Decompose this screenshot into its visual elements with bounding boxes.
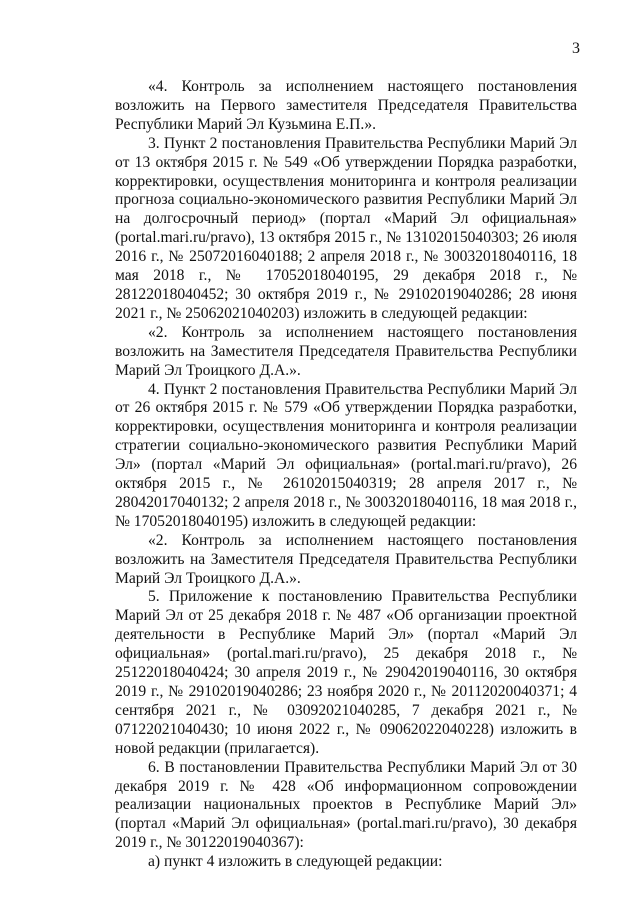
paragraph-quote-item-2-second: «2. Контроль за исполнением настоящего постановления возложить на Заместителя Председателя Правительства Республики Марий Эл Троицкого Д.А.». <box>115 531 577 587</box>
paragraph-item-6: 6. В постановлении Правительства Республики Марий Эл от 30 декабря 2019 г. № 428 «Об информационном сопровождении реализации национальных проектов в Республике Марий Эл» (портал «Марий Эл официальная» (portal.mari.ru/pravo), 30 декабря 2019 г., № 30122019040367): <box>115 758 577 852</box>
paragraph-quote-item-2: «2. Контроль за исполнением настоящего постановления возложить на Заместителя Председателя Правительства Республики Марий Эл Троицкого Д.А.». <box>115 323 577 379</box>
paragraph-item-3: 3. Пункт 2 постановления Правительства Республики Марий Эл от 13 октября 2015 г. № 549 «Об утверждении Порядка разработки, корректировки, осуществления мониторинга и контроля реализации прогноза социально-экономического развития Республики Марий Эл на долгосрочный период» (портал «Марий Эл официальная» (portal.mari.ru/pravo), 13 октября 2015 г., № 13102015040303; 26 июля 2016 г., № 25072016040188; 2 апреля 2018 г., № 30032018040116, 18 мая 2018 г., № 17052018040195, 29 декабря 2018 г., № 28122018040452; 30 октября 2019 г., № 29102019040286; 28 июня 2021 г., № 25062021040203) изложить в следующей редакции: <box>115 134 577 322</box>
document-body <box>115 78 577 872</box>
page-number: 3 <box>572 40 580 57</box>
paragraph-item-4: 4. Пункт 2 постановления Правительства Республики Марий Эл от 26 октября 2015 г. № 579 «Об утверждении Порядка разработки, корректировки, осуществления мониторинга и контроля реализации стратегии социально-экономического развития Республики Марий Эл» (портал «Марий Эл официальная» (portal.mari.ru/pravo), 26 октября 2015 г., № 26102015040319; 28 апреля 2017 г., № 28042017040132; 2 апреля 2018 г., № 30032018040116, 18 мая 2018 г., № 17052018040195) изложить в следующей редакции: <box>115 380 577 530</box>
paragraph-subitem-a: а) пункт 4 изложить в следующей редакции: <box>148 853 443 871</box>
paragraph-item-5: 5. Приложение к постановлению Правительства Республики Марий Эл от 25 декабря 2018 г. № 487 «Об организации проектной деятельности в Республике Марий Эл» (портал «Марий Эл официальная» (portal.mari.ru/pravo), 25 декабря 2018 г., № 25122018040424; 30 апреля 2019 г., № 29042019040116, 30 октября 2019 г., № 29102019040286; 23 ноября 2020 г., № 20112020040371; 4 сентября 2021 г., № 03092021040285, 7 декабря 2021 г., № 07122021040430; 10 июня 2022 г., № 09062022040228) изложить в новой редакции (прилагается). <box>115 588 577 757</box>
paragraph-quote-item-4: «4. Контроль за исполнением настоящего постановления возложить на Первого заместителя Председателя Правительства Республики Марий Эл Кузьмина Е.П.». <box>115 78 577 133</box>
